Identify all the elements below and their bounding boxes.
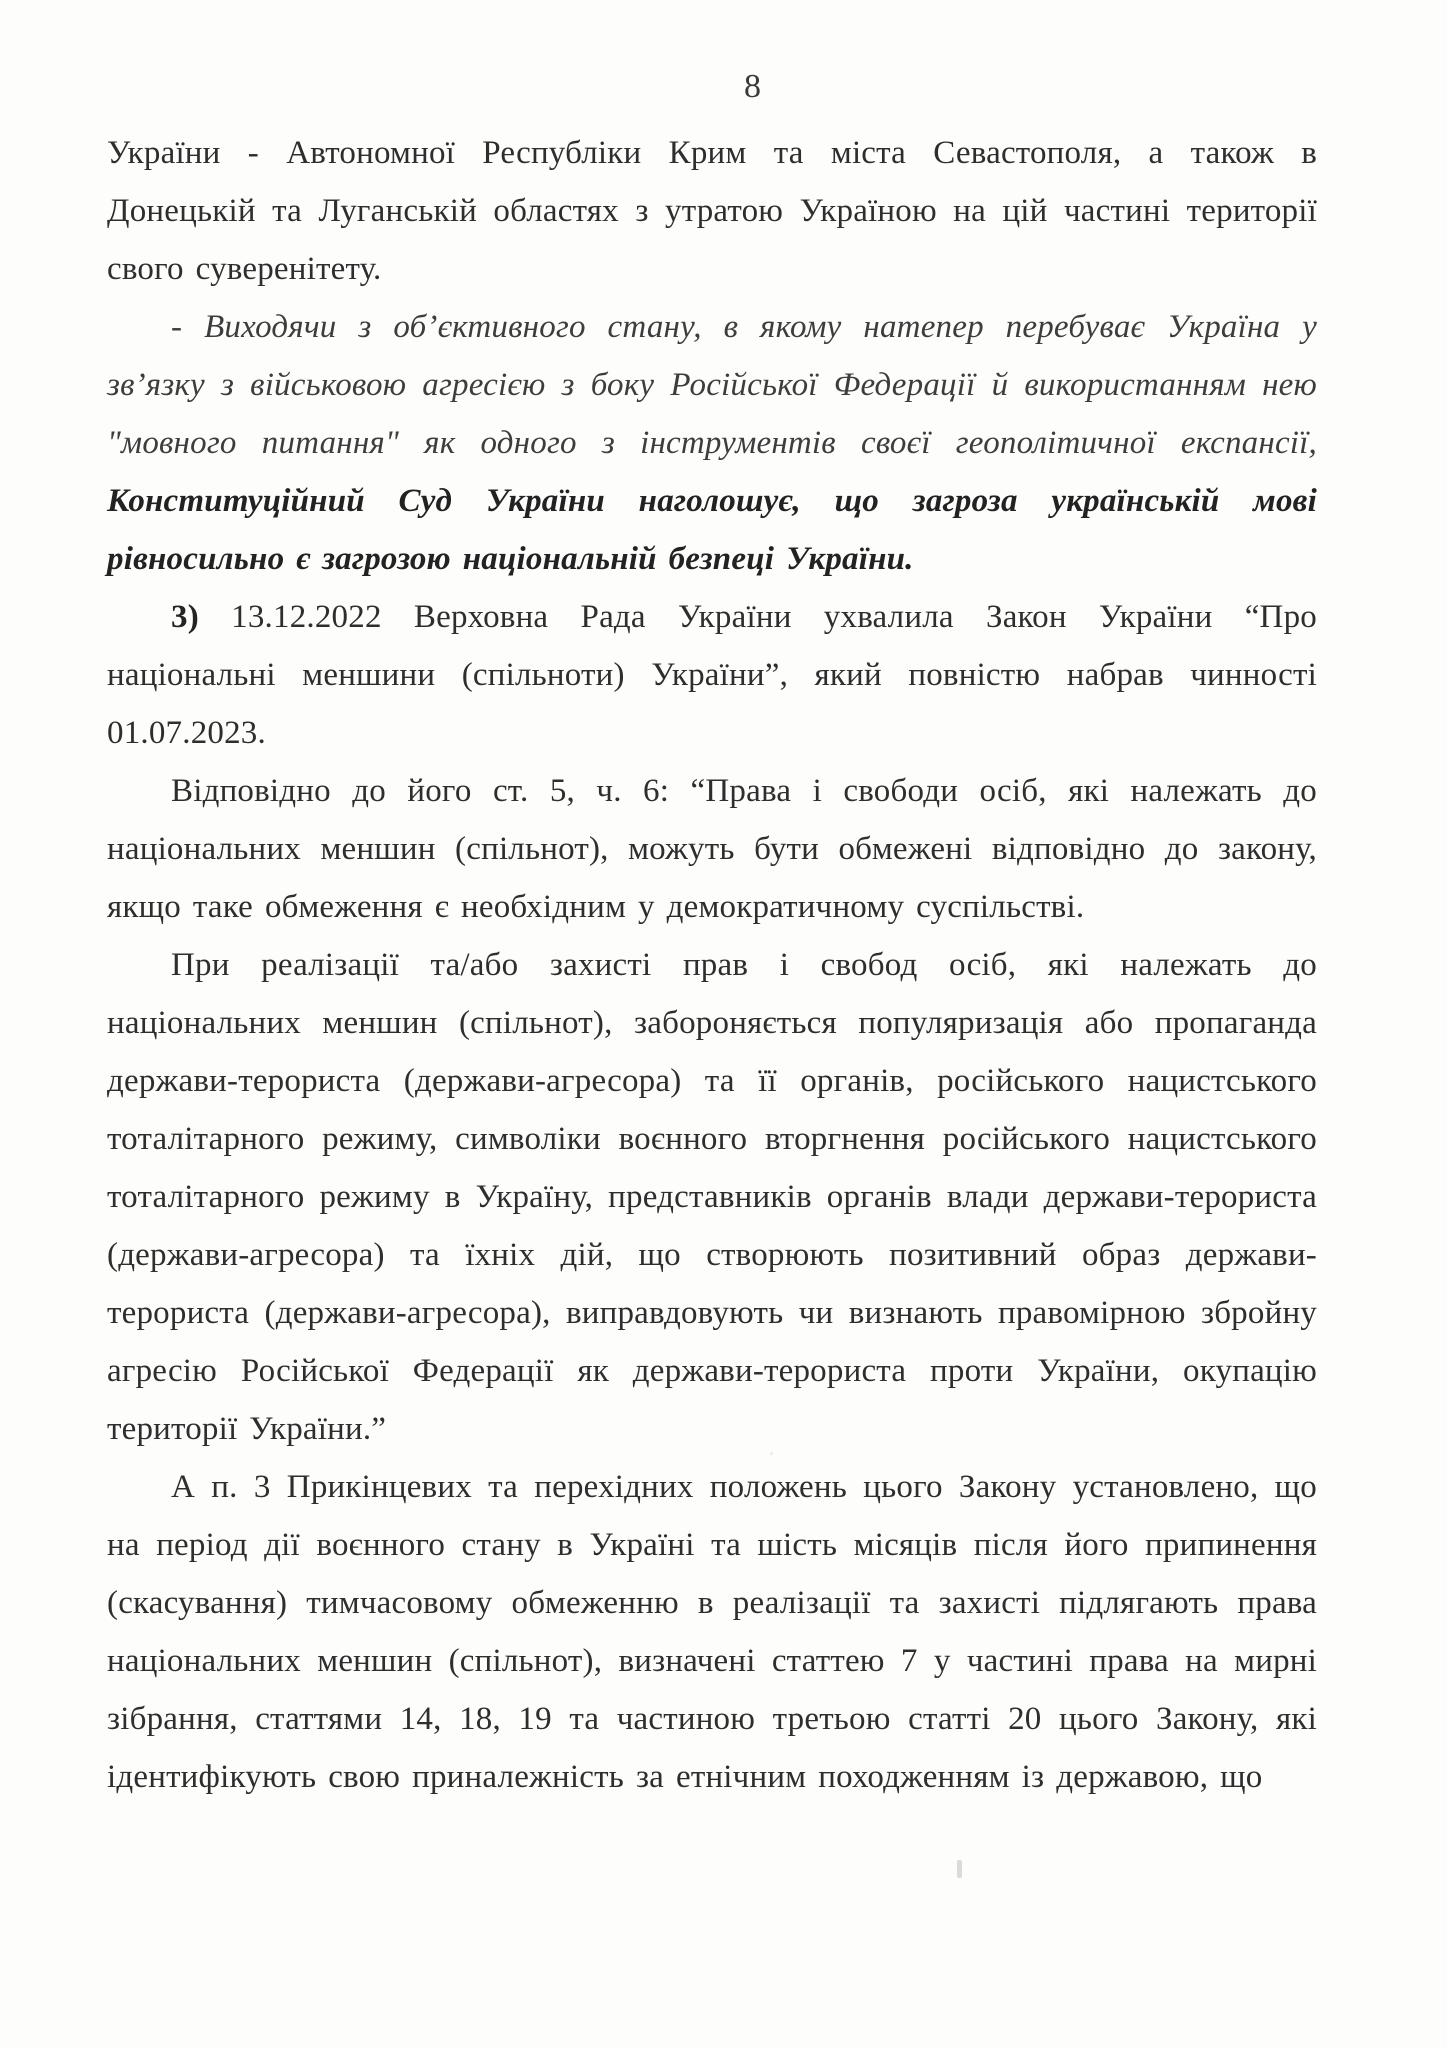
- paragraph-text-italic: - Виходячи з об’єктивного стану, в якому натепер перебуває Україна у зв’язку з військовою агресією з боку Російської Федерації й використанням нею "мовного питання" як одного з інструментів своєї геополітичної експансії,: [107, 309, 1317, 461]
- paragraph-text: України - Автономної Республіки Крим та міста Севастополя, а також в Донецькій та Луганській областях з утратою Україною на цій частині території свого суверенітету.: [107, 135, 1317, 287]
- list-item-number: 3): [171, 599, 199, 635]
- paragraph-court-conclusion: [107, 298, 1317, 588]
- paragraph-text: 13.12.2022 Верховна Рада України ухвалила Закон України “Про національні меншини (спільноти) України”, який повністю набрав чинності 01.07.2023.: [107, 599, 1317, 751]
- paragraph-prohibited-propaganda: [107, 936, 1317, 1458]
- paragraph-text: Відповідно до його ст. 5, ч. 6: “Права і свободи осіб, які належать до національних меншин (спільнот), можуть бути обмежені відповідно до закону, якщо таке обмеження є необхідним у демократичному суспільстві.: [107, 773, 1317, 925]
- document-text-block: [107, 124, 1317, 1806]
- paragraph-item-3-law-adoption: [107, 588, 1317, 762]
- paragraph-final-provisions: [107, 1458, 1317, 1806]
- scan-artifact: [770, 1452, 773, 1455]
- paragraph-text: При реалізації та/або захисті прав і свобод осіб, які належать до національних меншин (спільнот), забороняється популяризація або пропаганда держави-терориста (держави-агресора) та її органів, російського нацистського тоталітарного режиму, символіки воєнного вторгнення російського нацистського тоталітарного режиму в Україну, представників органів влади держави-терориста (держави-агресора) та їхніх дій, що створюють позитивний образ держави-терориста (держави-агресора), виправдовують чи визнають правомірною збройну агресію Російської Федерації як держави-терориста проти України, окупацію території України.”: [107, 947, 1317, 1447]
- page-number: 8: [744, 68, 761, 105]
- paragraph-text-bold-italic: Конституційний Суд України наголошує, що загроза українській мові рівносильно є загрозою національній безпеці України.: [107, 483, 1317, 577]
- scan-artifact: [957, 1860, 962, 1878]
- paragraph-article-5-quote: [107, 762, 1317, 936]
- paragraph-continuation-sovereignty: [107, 124, 1317, 298]
- paragraph-text: А п. 3 Прикінцевих та перехідних положень цього Закону установлено, що на період дії воєнного стану в Україні та шість місяців після його припинення (скасування) тимчасовому обмеженню в реалізації та захисті підлягають права національних меншин (спільнот), визначені статтею 7 у частині права на мирні зібрання, статтями 14, 18, 19 та частиною третьою статті 20 цього Закону, які ідентифікують свою приналежність за етнічним походженням із державою, що: [107, 1469, 1317, 1795]
